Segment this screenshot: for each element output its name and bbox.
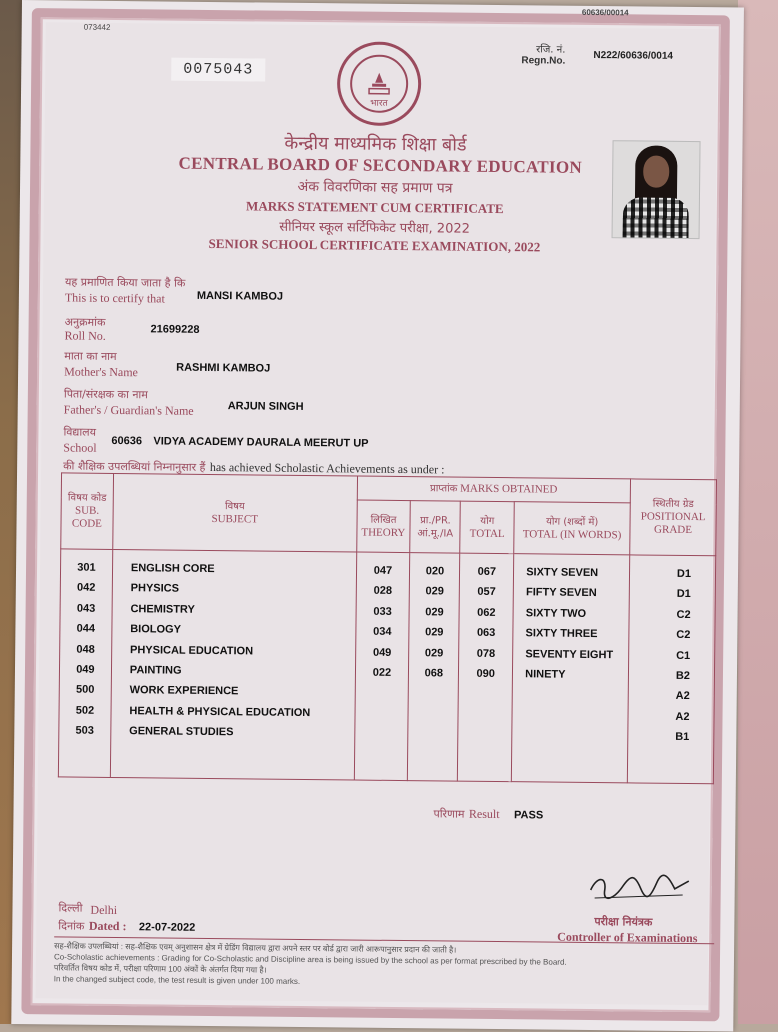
- cell-theory: 047: [373, 564, 393, 577]
- board-title: CENTRAL BOARD OF SECONDARY EDUCATION: [178, 153, 583, 177]
- header-theory: लिखित THEORY: [356, 500, 410, 553]
- cell-grade: C2: [676, 608, 691, 621]
- col-theory: [354, 552, 410, 781]
- cell-theory: 034: [373, 625, 392, 639]
- date-line: दिनांक Dated : 22-07-2022: [58, 918, 196, 934]
- board-title-hindi: केन्द्रीय माध्यमिक शिक्षा बोर्ड: [284, 132, 467, 156]
- cell-pr: 029: [425, 626, 444, 639]
- header-total-words: योग (शब्दों में) TOTAL (IN WORDS): [514, 502, 630, 555]
- cell-pr: 020: [425, 565, 445, 578]
- exam-title: SENIOR SCHOOL CERTIFICATE EXAMINATION, 2022: [208, 235, 541, 255]
- cell-subject: PHYSICS: [130, 582, 180, 596]
- cell-words: SIXTY SEVEN: [526, 566, 599, 580]
- cell-words: [524, 725, 627, 746]
- serial-number: 0075043: [171, 58, 265, 82]
- cell-theory: 022: [372, 666, 392, 679]
- cell-subject: ENGLISH CORE: [130, 562, 215, 576]
- col-subject: [110, 549, 356, 780]
- cell-subject: GENERAL STUDIES: [129, 725, 234, 739]
- cell-words: FIFTY SEVEN: [525, 586, 597, 600]
- cell-words: [525, 705, 628, 726]
- roll-number: 21699228: [150, 323, 200, 336]
- certificate-sheet: [11, 0, 744, 1032]
- cell-subject: CHEMISTRY: [130, 602, 195, 616]
- header-sub-code: विषय कोड SUB. CODE: [61, 473, 114, 550]
- header-total: योग TOTAL: [460, 501, 514, 554]
- cell-theory: [355, 724, 408, 745]
- cell-words: [525, 685, 628, 706]
- cell-theory: 033: [373, 605, 392, 618]
- cell-pr: [409, 683, 458, 704]
- cell-grade: C1: [676, 649, 691, 662]
- top-right-code: 60636/00014: [581, 7, 629, 18]
- cell-subject: WORK EXPERIENCE: [129, 684, 239, 698]
- cell-pr: 029: [425, 606, 444, 619]
- cell-grade: B2: [675, 669, 691, 682]
- lamp-icon: [350, 54, 409, 113]
- cell-code: 042: [77, 582, 96, 595]
- cell-total: 067: [477, 565, 497, 578]
- cell-subject: PAINTING: [129, 664, 182, 677]
- cell-words: SIXTY THREE: [525, 627, 598, 641]
- cell-theory: 049: [372, 646, 392, 659]
- cell-subject: PHYSICAL EDUCATION: [129, 643, 254, 658]
- cell-grade: D1: [676, 588, 691, 601]
- cell-total: [459, 684, 512, 705]
- school-name: VIDYA ACADEMY DAURALA MEERUT UP: [153, 435, 369, 450]
- cell-total: 057: [477, 586, 496, 599]
- cell-theory: 028: [373, 585, 393, 598]
- roll-label-hindi: अनुक्रमांक: [64, 315, 106, 329]
- header-practical: प्रा./PR. आं.मू./IA: [410, 501, 460, 554]
- cell-total: [459, 725, 512, 746]
- mother-name: RASHMI KAMBOJ: [176, 361, 271, 375]
- header-grade: स्थितीय ग्रेड POSITIONAL GRADE: [630, 479, 717, 556]
- cell-total: [459, 704, 512, 725]
- cell-total: 090: [476, 667, 495, 680]
- doc-title-hindi: अंक विवरणिका सह प्रमाण पत्र: [297, 178, 453, 197]
- cell-grade: B1: [675, 731, 690, 744]
- cell-code: 502: [75, 704, 95, 717]
- cell-words: NINETY: [525, 668, 566, 681]
- cell-total: 078: [476, 647, 496, 660]
- cell-pr: [409, 724, 458, 745]
- student-photo: [612, 140, 701, 239]
- cell-subject: HEALTH & PHYSICAL EDUCATION: [129, 704, 311, 719]
- place: Delhi: [90, 902, 118, 918]
- cell-grade: A2: [675, 710, 690, 723]
- emblem-text: भारत: [370, 97, 388, 108]
- col-total: [458, 553, 514, 782]
- background-right: [738, 0, 778, 1024]
- student-name: MANSI KAMBOJ: [196, 289, 284, 303]
- cell-words: SIXTY TWO: [525, 607, 587, 620]
- cell-pr: 029: [425, 585, 444, 598]
- cell-grade: A2: [675, 690, 690, 703]
- cell-grade: D1: [676, 567, 692, 581]
- cell-code: 503: [75, 724, 95, 737]
- cell-code: 049: [76, 663, 95, 676]
- cell-pr: 068: [424, 667, 444, 680]
- cbse-emblem: [337, 41, 422, 126]
- cell-words: SEVENTY EIGHT: [525, 647, 614, 661]
- cell-code: 048: [76, 643, 95, 656]
- issue-date: 22-07-2022: [138, 921, 196, 934]
- father-label: Father's / Guardian's Name: [63, 402, 194, 418]
- header-subject: विषय SUBJECT: [113, 473, 357, 552]
- cell-total: 063: [476, 626, 496, 640]
- top-left-code: 073442: [83, 22, 111, 32]
- father-name: ARJUN SINGH: [227, 400, 304, 413]
- col-words: [512, 554, 630, 783]
- school-code: 60636: [111, 434, 143, 448]
- cell-theory: [355, 683, 408, 704]
- mother-label: Mother's Name: [64, 364, 138, 380]
- header-marks-obtained: प्राप्तांक MARKS OBTAINED: [357, 476, 631, 503]
- signature: [585, 868, 695, 905]
- cell-total: 062: [477, 606, 496, 619]
- marks-table: [58, 472, 717, 784]
- roll-label: Roll No.: [64, 328, 106, 343]
- regn-number: N222/60636/0014: [593, 49, 674, 62]
- place-hindi: दिल्ली: [58, 901, 83, 915]
- cell-grade: C2: [676, 629, 691, 642]
- controller-hindi: परीक्षा नियंत्रक: [594, 915, 653, 929]
- controller-title: Controller of Examinations: [557, 929, 698, 946]
- cell-pr: [409, 704, 458, 725]
- footer-notes: सह-शैक्षिक उपलब्धियां : सह-शैक्षिक एवम् अनुशासन क्षेत्र में ग्रेडिंग विद्यालय द्वारा अपने स्तर पर बोर्ड द्वारा जारी आरूपानुसार प्रदान की जाती है। Co-Scholastic achievements : Grading for Co-Scholastic and Discipline area is being issued by the school as per format prescribed by the Board. परिवर्तित विषय कोड में, परीक्षा परिणाम 100 अंकों के अंतर्गत दिया गया है। In the changed subject code, the test result is given under 100 marks.: [53, 941, 567, 986]
- school-label: School: [63, 440, 97, 455]
- doc-title: MARKS STATEMENT CUM CERTIFICATE: [246, 198, 504, 217]
- col-grade: [627, 555, 715, 784]
- cell-theory: [355, 703, 408, 724]
- result-value: PASS: [513, 809, 544, 822]
- father-label-hindi: पिता/संरक्षक का नाम: [63, 387, 148, 402]
- exam-title-hindi: सीनियर स्कूल सर्टिफिकेट परीक्षा, 2022: [279, 219, 470, 237]
- mother-label-hindi: माता का नाम: [64, 349, 117, 364]
- cell-subject: BIOLOGY: [130, 623, 182, 636]
- cell-pr: 029: [424, 646, 444, 660]
- achievement-line: की शैक्षिक उपलब्धियां निम्नानुसार हैं has achieved Scholastic Achievements as under :: [63, 459, 445, 477]
- col-practical: [408, 553, 460, 782]
- cell-code: 043: [76, 602, 96, 615]
- col-code: [58, 549, 112, 778]
- school-label-hindi: विद्यालय: [63, 425, 97, 439]
- certify-label: This is to certify that: [64, 290, 165, 306]
- cell-code: 500: [75, 683, 95, 697]
- cell-code: 044: [76, 622, 96, 635]
- cell-code: 301: [77, 561, 96, 574]
- certify-label-hindi: यह प्रमाणित किया जाता है कि: [64, 275, 186, 290]
- result-line: परिणाम Result PASS: [433, 806, 544, 822]
- regn-label: रजि. नं. Regn.No.: [521, 44, 566, 67]
